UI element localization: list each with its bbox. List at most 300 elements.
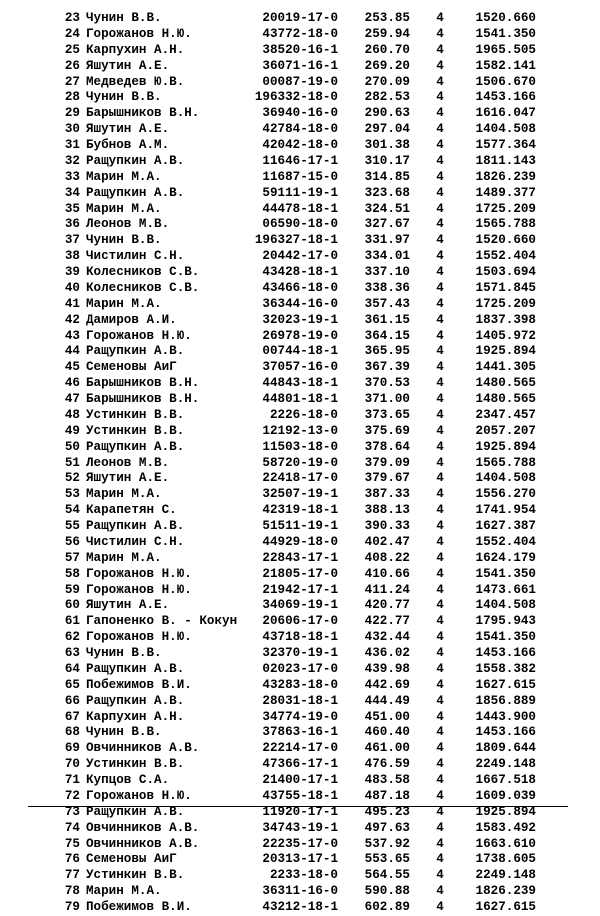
owner-name: Карпухин А.Н.: [86, 42, 185, 57]
owner-name: Чунин В.В.: [86, 725, 162, 740]
distance-value: 497.63: [364, 820, 410, 835]
table-row: [0, 265, 600, 281]
score-value: 1404.508: [475, 471, 536, 486]
ring-code: 44929-18-0: [262, 534, 338, 549]
distance-value: 338.36: [364, 280, 410, 295]
table-row: [0, 837, 600, 853]
score-value: 1453.166: [475, 90, 536, 105]
table-row: [0, 27, 600, 43]
owner-name: Гапоненко В. - Кокун: [86, 614, 238, 629]
owner-name: Горожанов Н.Ю.: [86, 582, 192, 597]
row-number: 67: [64, 709, 80, 724]
owner-name: Яшутин А.Е.: [86, 598, 170, 613]
row-number: 43: [64, 328, 80, 343]
ring-code: 36071-16-1: [262, 58, 338, 73]
table-row: [0, 503, 600, 519]
score-value: 1725.209: [475, 296, 536, 311]
row-number: 26: [64, 58, 80, 73]
distance-value: 460.40: [364, 725, 410, 740]
ring-code: 12192-13-0: [262, 423, 338, 438]
count-value: 4: [436, 661, 444, 676]
row-number: 34: [64, 185, 80, 200]
table-row: [0, 567, 600, 583]
row-number: 28: [64, 90, 80, 105]
ring-code: 21942-17-1: [262, 582, 338, 597]
row-number: 53: [64, 487, 80, 502]
table-row: [0, 186, 600, 202]
distance-value: 373.65: [364, 407, 410, 422]
distance-value: 370.53: [364, 376, 410, 391]
row-number: 65: [64, 677, 80, 692]
row-number: 76: [64, 852, 80, 867]
owner-name: Семеновы АиГ: [86, 360, 177, 375]
row-number: 41: [64, 296, 80, 311]
table-row: [0, 329, 600, 345]
score-value: 1663.610: [475, 836, 536, 851]
ring-code: 44801-18-1: [262, 392, 338, 406]
owner-name: Марин М.А.: [86, 201, 162, 216]
distance-value: 379.67: [364, 471, 410, 486]
ring-code: 43755-18-1: [262, 788, 338, 803]
ring-code: 21400-17-1: [262, 773, 338, 787]
table-row: [0, 805, 600, 821]
count-value: 4: [436, 788, 444, 803]
count-value: 4: [436, 582, 444, 597]
owner-name: Марин М.А.: [86, 487, 162, 502]
distance-value: 432.44: [364, 630, 410, 645]
distance-value: 495.23: [364, 804, 410, 819]
table-row: [0, 583, 600, 599]
owner-name: Чунин В.В.: [86, 11, 162, 25]
owner-name: Дамиров А.И.: [86, 312, 177, 327]
owner-name: Семеновы АиГ: [86, 852, 177, 867]
table-row: [0, 900, 600, 916]
table-row: [0, 43, 600, 59]
score-value: 1837.398: [475, 312, 536, 327]
owner-name: Ращупкин А.В.: [86, 693, 185, 708]
owner-name: Леонов М.В.: [86, 455, 170, 470]
distance-value: 487.18: [364, 788, 410, 803]
table-row: [0, 487, 600, 503]
distance-value: 365.95: [364, 344, 410, 359]
score-value: 1826.239: [475, 169, 536, 184]
ring-code: 34774-19-0: [262, 709, 338, 724]
owner-name: Побежимов В.И.: [86, 677, 192, 692]
ring-code: 38520-16-1: [262, 42, 338, 57]
count-value: 4: [436, 376, 444, 391]
table-row: [0, 884, 600, 900]
owner-name: Устинкин В.В.: [86, 868, 185, 883]
count-value: 4: [436, 439, 444, 454]
ring-code: 21805-17-0: [262, 566, 338, 581]
score-value: 1609.039: [475, 788, 536, 803]
owner-name: Ращупкин А.В.: [86, 153, 185, 168]
score-value: 1480.565: [475, 376, 536, 391]
distance-value: 367.39: [364, 360, 410, 375]
owner-name: Ращупкин А.В.: [86, 519, 185, 533]
score-value: 1405.972: [475, 328, 536, 343]
score-value: 1520.660: [475, 11, 536, 25]
distance-value: 461.00: [364, 741, 410, 756]
distance-value: 314.85: [364, 169, 410, 184]
score-value: 1503.694: [475, 265, 536, 279]
ring-code: 43718-18-1: [262, 630, 338, 645]
distance-value: 290.63: [364, 106, 410, 121]
score-value: 1856.889: [475, 693, 536, 708]
score-value: 1552.404: [475, 249, 536, 264]
score-value: 1577.364: [475, 138, 536, 152]
table-row: [0, 646, 600, 662]
owner-name: Ращупкин А.В.: [86, 804, 185, 819]
owner-name: Карапетян С.: [86, 503, 177, 518]
distance-value: 331.97: [364, 233, 410, 248]
count-value: 4: [436, 598, 444, 613]
distance-value: 324.51: [364, 201, 410, 216]
table-row: [0, 59, 600, 75]
score-value: 1795.943: [475, 614, 536, 629]
owner-name: Устинкин В.В.: [86, 757, 185, 772]
count-value: 4: [436, 550, 444, 565]
score-value: 1725.209: [475, 201, 536, 216]
score-value: 1558.382: [475, 661, 536, 676]
score-value: 1965.505: [475, 42, 536, 57]
row-number: 49: [64, 423, 80, 438]
score-value: 1552.404: [475, 534, 536, 549]
ring-code: 42784-18-0: [262, 122, 338, 137]
score-value: 1489.377: [475, 185, 536, 200]
row-number: 59: [64, 582, 80, 597]
count-value: 4: [436, 153, 444, 168]
score-value: 1480.565: [475, 392, 536, 406]
row-number: 75: [64, 836, 80, 851]
row-number: 78: [64, 884, 80, 899]
distance-value: 553.65: [364, 852, 410, 867]
row-number: 73: [64, 804, 80, 819]
count-value: 4: [436, 423, 444, 438]
count-value: 4: [436, 534, 444, 549]
table-row: [0, 471, 600, 487]
distance-value: 420.77: [364, 598, 410, 613]
distance-value: 564.55: [364, 868, 410, 883]
ring-code: 43212-18-1: [262, 900, 338, 914]
table-row: [0, 598, 600, 614]
table-row: [0, 313, 600, 329]
owner-name: Овчинников А.В.: [86, 820, 200, 835]
count-value: 4: [436, 677, 444, 692]
distance-value: 253.85: [364, 11, 410, 25]
row-number: 33: [64, 169, 80, 184]
row-number: 69: [64, 741, 80, 756]
ring-code: 42042-18-0: [262, 138, 338, 152]
row-number: 63: [64, 646, 80, 660]
score-value: 1404.508: [475, 598, 536, 613]
distance-value: 378.64: [364, 439, 410, 454]
ring-code: 44478-18-1: [262, 201, 338, 216]
ring-code: 42319-18-1: [262, 503, 338, 518]
ring-code: 36940-16-0: [262, 106, 338, 121]
count-value: 4: [436, 185, 444, 200]
distance-value: 537.92: [364, 836, 410, 851]
distance-value: 269.20: [364, 58, 410, 73]
row-number: 50: [64, 439, 80, 454]
ring-code: 32507-19-1: [262, 487, 338, 502]
owner-name: Барышников В.Н.: [86, 392, 200, 406]
row-number: 37: [64, 233, 80, 248]
ring-code: 34069-19-1: [262, 598, 338, 613]
ring-code: 51511-19-1: [262, 519, 338, 533]
distance-value: 327.67: [364, 217, 410, 232]
count-value: 4: [436, 820, 444, 835]
owner-name: Горожанов Н.Ю.: [86, 630, 192, 645]
table-row: [0, 233, 600, 249]
score-value: 1627.387: [475, 519, 536, 533]
count-value: 4: [436, 201, 444, 216]
score-value: 1627.615: [475, 677, 536, 692]
row-number: 32: [64, 153, 80, 168]
ring-code: 22214-17-0: [262, 741, 338, 756]
count-value: 4: [436, 312, 444, 327]
table-row: [0, 741, 600, 757]
count-value: 4: [436, 169, 444, 184]
score-value: 1541.350: [475, 566, 536, 581]
ring-code: 43283-18-0: [262, 677, 338, 692]
ring-code: 32023-19-1: [262, 312, 338, 327]
owner-name: Ращупкин А.В.: [86, 439, 185, 454]
table-row: [0, 75, 600, 91]
ring-code: 22235-17-0: [262, 836, 338, 851]
count-value: 4: [436, 693, 444, 708]
distance-value: 411.24: [364, 582, 410, 597]
count-value: 4: [436, 884, 444, 899]
row-number: 71: [64, 773, 80, 787]
owner-name: Барышников В.Н.: [86, 376, 200, 391]
distance-value: 297.04: [364, 122, 410, 137]
table-row: [0, 821, 600, 837]
distance-value: 270.09: [364, 74, 410, 89]
row-number: 36: [64, 217, 80, 232]
row-number: 54: [64, 503, 80, 518]
owner-name: Ращупкин А.В.: [86, 344, 185, 359]
count-value: 4: [436, 709, 444, 724]
row-number: 46: [64, 376, 80, 391]
score-value: 1565.788: [475, 217, 536, 232]
distance-value: 476.59: [364, 757, 410, 772]
results-table: [0, 11, 600, 916]
row-number: 68: [64, 725, 80, 740]
distance-value: 259.94: [364, 26, 410, 41]
count-value: 4: [436, 646, 444, 660]
count-value: 4: [436, 217, 444, 232]
ring-code: 32370-19-1: [262, 646, 338, 660]
row-number: 30: [64, 122, 80, 137]
distance-value: 442.69: [364, 677, 410, 692]
count-value: 4: [436, 26, 444, 41]
count-value: 4: [436, 360, 444, 375]
ring-code: 20313-17-1: [262, 852, 338, 867]
ring-code: 47366-17-1: [262, 757, 338, 772]
row-number: 39: [64, 265, 80, 279]
count-value: 4: [436, 868, 444, 883]
count-value: 4: [436, 392, 444, 406]
ring-code: 59111-19-1: [262, 185, 338, 200]
score-value: 1404.508: [475, 122, 536, 137]
count-value: 4: [436, 265, 444, 279]
table-row: [0, 868, 600, 884]
ring-code: 196327-18-1: [254, 233, 338, 248]
ring-code: 2226-18-0: [269, 407, 338, 422]
owner-name: Яшутин А.Е.: [86, 58, 170, 73]
distance-value: 422.77: [364, 614, 410, 629]
count-value: 4: [436, 773, 444, 787]
count-value: 4: [436, 249, 444, 264]
owner-name: Купцов С.А.: [86, 773, 170, 787]
table-row: [0, 535, 600, 551]
distance-value: 357.43: [364, 296, 410, 311]
score-value: 1809.644: [475, 741, 536, 756]
ring-code: 26978-19-0: [262, 328, 338, 343]
ring-code: 11920-17-1: [262, 804, 338, 819]
distance-value: 410.66: [364, 566, 410, 581]
owner-name: Горожанов Н.Ю.: [86, 26, 192, 41]
distance-value: 337.10: [364, 265, 410, 279]
table-row: [0, 106, 600, 122]
distance-value: 334.01: [364, 249, 410, 264]
ring-code: 06590-18-0: [262, 217, 338, 232]
row-number: 31: [64, 138, 80, 152]
table-row: [0, 154, 600, 170]
count-value: 4: [436, 344, 444, 359]
table-row: [0, 789, 600, 805]
table-row: [0, 217, 600, 233]
score-value: 1506.670: [475, 74, 536, 89]
score-value: 2249.148: [475, 868, 536, 883]
table-row: [0, 202, 600, 218]
score-value: 1571.845: [475, 280, 536, 295]
row-number: 58: [64, 566, 80, 581]
table-row: [0, 281, 600, 297]
distance-value: 602.89: [364, 900, 410, 914]
owner-name: Чистилин С.Н.: [86, 534, 185, 549]
owner-name: Чистилин С.Н.: [86, 249, 185, 264]
row-number: 70: [64, 757, 80, 772]
owner-name: Чунин В.В.: [86, 646, 162, 660]
owner-name: Марин М.А.: [86, 296, 162, 311]
distance-value: 282.53: [364, 90, 410, 105]
table-row: [0, 694, 600, 710]
ring-code: 00087-19-0: [262, 74, 338, 89]
owner-name: Барышников В.Н.: [86, 106, 200, 121]
owner-name: Овчинников А.В.: [86, 741, 200, 756]
row-number: 35: [64, 201, 80, 216]
table-row: [0, 344, 600, 360]
table-row: [0, 392, 600, 408]
score-value: 1583.492: [475, 820, 536, 835]
count-value: 4: [436, 836, 444, 851]
distance-value: 444.49: [364, 693, 410, 708]
distance-value: 439.98: [364, 661, 410, 676]
row-number: 55: [64, 519, 80, 533]
count-value: 4: [436, 328, 444, 343]
table-row: [0, 90, 600, 106]
table-row: [0, 456, 600, 472]
table-row: [0, 519, 600, 535]
score-value: 1624.179: [475, 550, 536, 565]
table-row: [0, 662, 600, 678]
row-number: 72: [64, 788, 80, 803]
ring-code: 2233-18-0: [269, 868, 338, 883]
row-number: 27: [64, 74, 80, 89]
distance-value: 323.68: [364, 185, 410, 200]
ring-code: 37057-16-0: [262, 360, 338, 375]
row-number: 47: [64, 392, 80, 406]
ring-code: 36344-16-0: [262, 296, 338, 311]
ring-code: 11503-18-0: [262, 439, 338, 454]
score-value: 2347.457: [475, 407, 536, 422]
owner-name: Колесников С.В.: [86, 280, 200, 295]
count-value: 4: [436, 630, 444, 645]
table-row: [0, 773, 600, 789]
table-row: [0, 376, 600, 392]
ring-code: 20606-17-0: [262, 614, 338, 629]
table-row: [0, 551, 600, 567]
ring-code: 00744-18-1: [262, 344, 338, 359]
owner-name: Горожанов Н.Ю.: [86, 566, 192, 581]
owner-name: Устинкин В.В.: [86, 423, 185, 438]
count-value: 4: [436, 757, 444, 772]
bottom-rule: [28, 806, 568, 807]
count-value: 4: [436, 233, 444, 248]
score-value: 1441.305: [475, 360, 536, 375]
row-number: 64: [64, 661, 80, 676]
table-row: [0, 297, 600, 313]
distance-value: 590.88: [364, 884, 410, 899]
owner-name: Ращупкин А.В.: [86, 185, 185, 200]
score-value: 1520.660: [475, 233, 536, 248]
count-value: 4: [436, 74, 444, 89]
row-number: 45: [64, 360, 80, 375]
owner-name: Устинкин В.В.: [86, 407, 185, 422]
owner-name: Чунин В.В.: [86, 233, 162, 248]
score-value: 1925.894: [475, 439, 536, 454]
count-value: 4: [436, 138, 444, 152]
row-number: 66: [64, 693, 80, 708]
score-value: 1667.518: [475, 773, 536, 787]
row-number: 52: [64, 471, 80, 486]
count-value: 4: [436, 471, 444, 486]
owner-name: Колесников С.В.: [86, 265, 200, 279]
row-number: 60: [64, 598, 80, 613]
owner-name: Леонов М.В.: [86, 217, 170, 232]
table-row: [0, 11, 600, 27]
table-row: [0, 408, 600, 424]
count-value: 4: [436, 804, 444, 819]
owner-name: Овчинников А.В.: [86, 836, 200, 851]
row-number: 51: [64, 455, 80, 470]
score-value: 1738.605: [475, 852, 536, 867]
ring-code: 11646-17-1: [262, 153, 338, 168]
row-number: 56: [64, 534, 80, 549]
distance-value: 364.15: [364, 328, 410, 343]
score-value: 1582.141: [475, 58, 536, 73]
table-row: [0, 122, 600, 138]
ring-code: 28031-18-1: [262, 693, 338, 708]
row-number: 42: [64, 312, 80, 327]
count-value: 4: [436, 519, 444, 533]
ring-code: 43466-18-0: [262, 280, 338, 295]
count-value: 4: [436, 725, 444, 740]
table-row: [0, 424, 600, 440]
owner-name: Чунин В.В.: [86, 90, 162, 105]
